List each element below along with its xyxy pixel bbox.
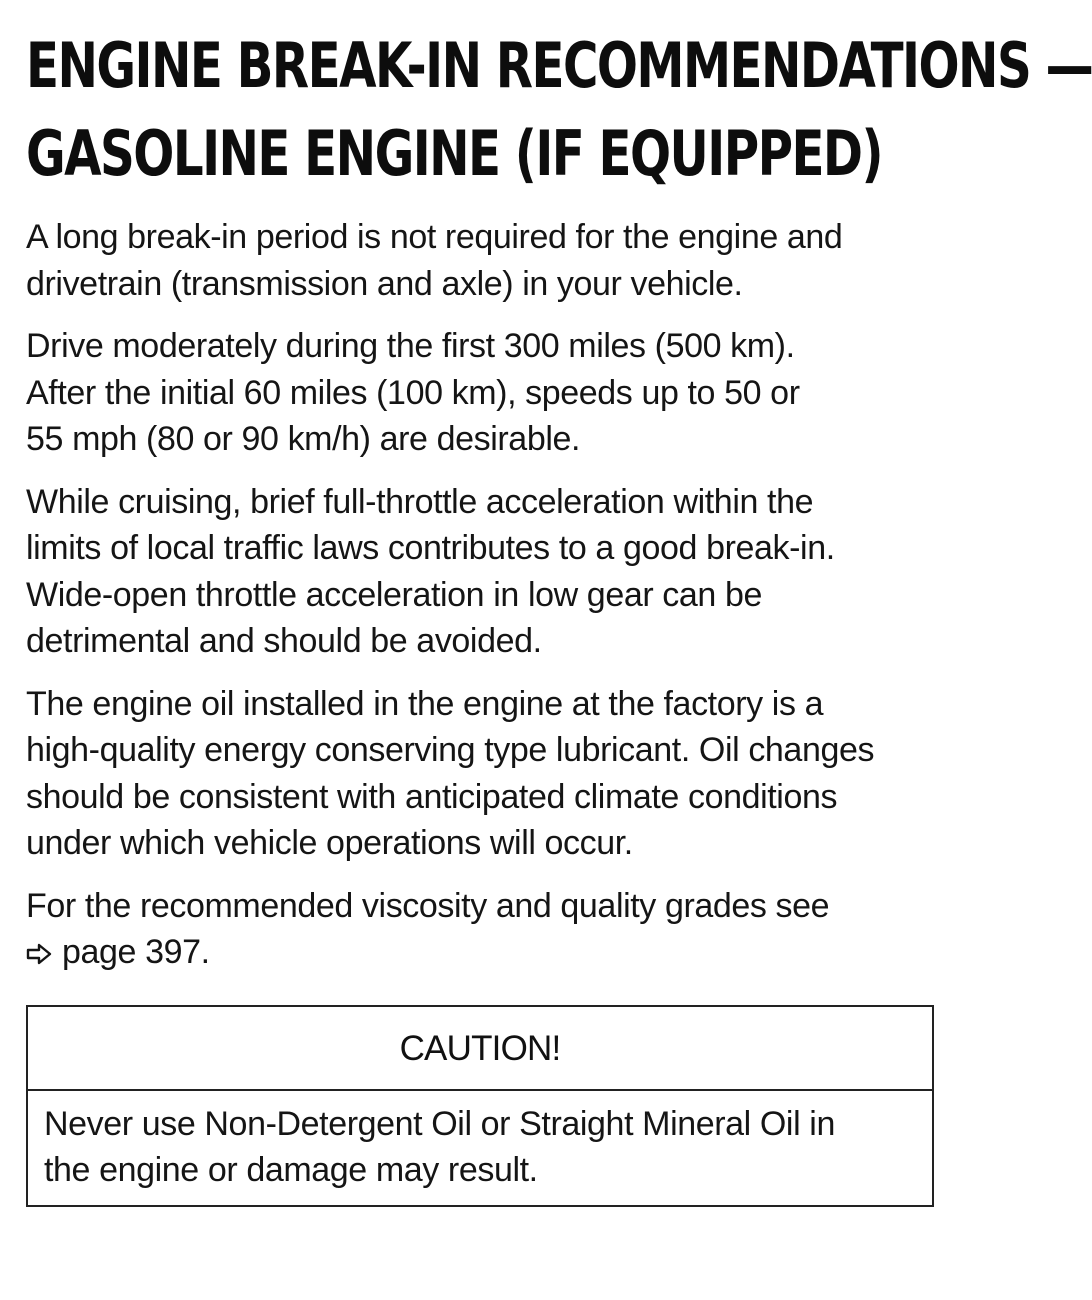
- caution-text: [28, 1091, 932, 1193]
- text-line: should be consistent with anticipated climate conditions: [26, 777, 838, 816]
- text-line: the engine or damage may result.: [44, 1151, 538, 1189]
- text-line: A long break-in period is not required for the engine and: [26, 218, 843, 256]
- heading-line-2: GASOLINE ENGINE (IF EQUIPPED): [26, 117, 883, 190]
- text-line: detrimental and should be avoided.: [26, 622, 542, 660]
- page-reference[interactable]: [26, 929, 936, 976]
- text-line: For the recommended viscosity and quality grades see: [26, 886, 830, 925]
- text-line: Drive moderately during the first 300 miles (500 km).: [26, 327, 795, 365]
- heading-line-1: ENGINE BREAK-IN RECOMMENDATIONS —: [26, 29, 1092, 102]
- paragraph-break-in: [26, 214, 936, 307]
- text-line: Never use Non-Detergent Oil or Straight Mineral Oil in: [44, 1105, 835, 1143]
- caution-box: [26, 1005, 934, 1207]
- paragraph-drive-moderately: [26, 323, 936, 463]
- text-line: After the initial 60 miles (100 km), speeds up to 50 or: [26, 373, 800, 412]
- body-text: [26, 214, 936, 992]
- text-line: While cruising, brief full-throttle acceleration within the: [26, 482, 814, 521]
- section-heading: [26, 22, 1092, 198]
- text-line: under which vehicle operations will occur.: [26, 824, 633, 862]
- arrow-right-icon: [26, 943, 52, 965]
- paragraph-cruising: [26, 479, 936, 665]
- text-line: drivetrain (transmission and axle) in your vehicle.: [26, 264, 743, 303]
- text-line: The engine oil installed in the engine at the factory is a: [26, 684, 824, 723]
- paragraph-engine-oil: [26, 681, 936, 867]
- caution-title: CAUTION!: [28, 1007, 932, 1091]
- text-line: limits of local traffic laws contributes to a good break-in.: [26, 529, 835, 567]
- text-line: Wide-open throttle acceleration in low gear can be: [26, 575, 762, 614]
- page-reference-link[interactable]: page 397.: [62, 933, 210, 971]
- paragraph-viscosity: [26, 883, 936, 976]
- text-line: high-quality energy conserving type lubricant. Oil changes: [26, 731, 875, 769]
- text-line: 55 mph (80 or 90 km/h) are desirable.: [26, 420, 581, 458]
- manual-page: [26, 22, 1092, 1189]
